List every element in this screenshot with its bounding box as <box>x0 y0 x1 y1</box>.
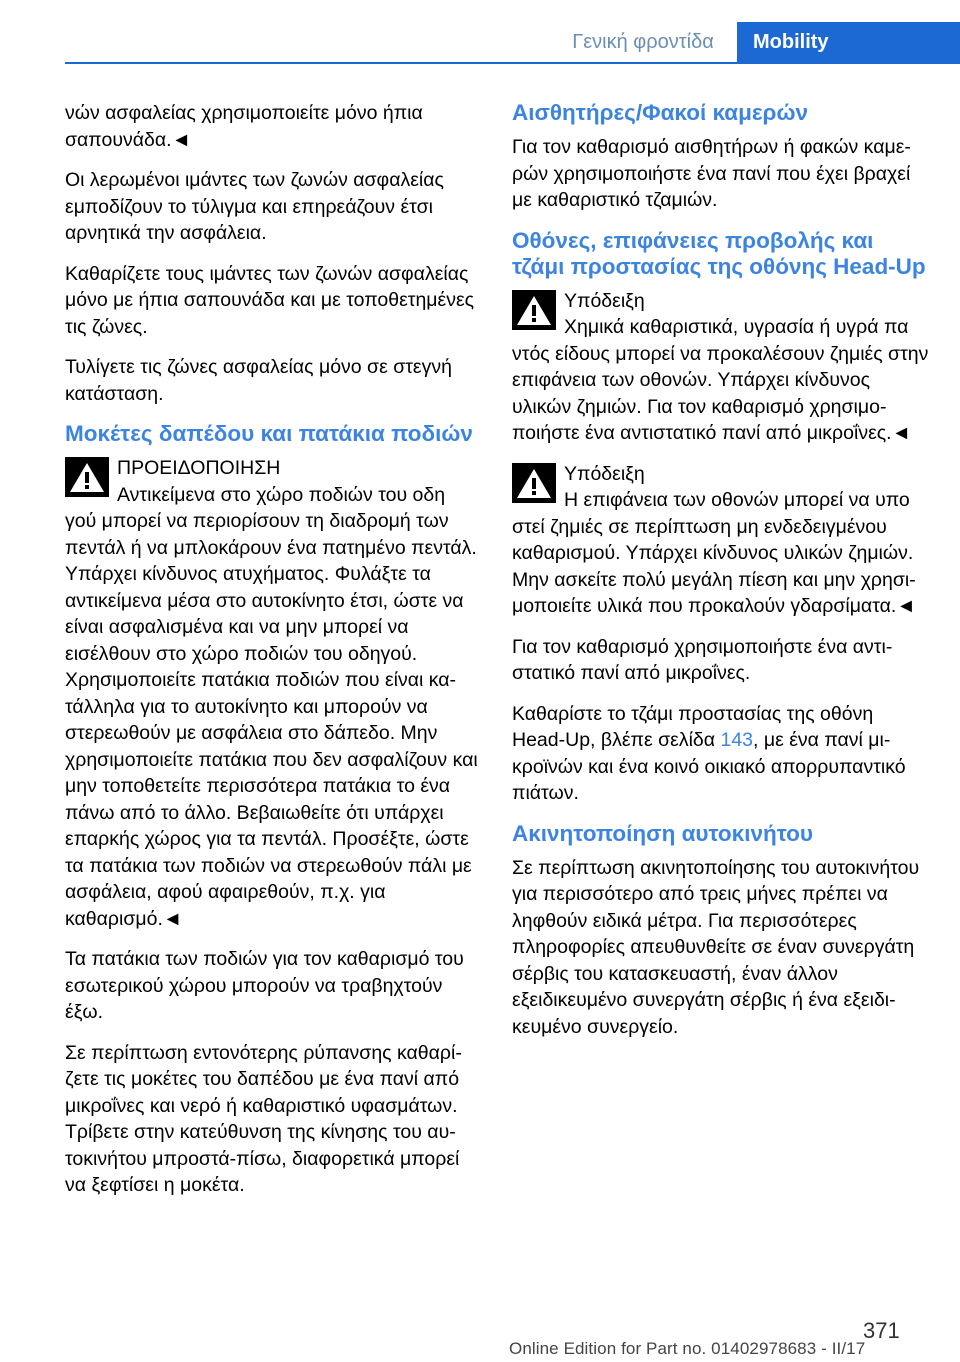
note-title: Υπόδειξη <box>564 462 645 485</box>
note-block <box>512 288 930 447</box>
tab-general-care[interactable]: Γενική φροντίδα <box>572 30 714 53</box>
warning-icon <box>65 457 109 497</box>
note-text: ντός είδους μπορεί να προκαλέσουν ζημιές στην επιφάνεια των οθονών. Υπάρχει κίνδυνος υλικών ζημιών. Για τον καθαρισμό χρησιμοποιήστε ένα αντιστατικό πανί από μικροΐνες.◄ <box>512 342 929 444</box>
warning-icon <box>512 290 556 330</box>
paragraph: Οι λερωμένοι ιμάντες των ζωνών ασφαλείας εμποδίζουν το τύλιγμα και επηρεάζουν έτσι αρνητικά την ασφάλεια. <box>65 169 444 244</box>
header-rule <box>65 62 960 64</box>
paragraph: Σε περίπτωση ακινητοποίησης του αυτοκινήτου για περισσότερο από τρεις μήνες πρέπει να ληφθούν ειδικά μέτρα. Για περισσότερες πληροφορίες απευθυνθείτε σε έναν συνεργάτη σέρβις του κατασκευαστή, έναν άλλον εξειδικευμένο συνεργάτη σέρβις ή ένα εξειδικευμένο συνεργείο. <box>512 856 920 1038</box>
warning-icon <box>512 463 556 503</box>
paragraph: Καθαρίζετε τους ιμάντες των ζωνών ασφαλείας μόνο με ήπια σαπουνάδα και με τοποθετημένες τις ζώνες. <box>65 262 475 338</box>
note-block <box>512 461 930 620</box>
tab-mobility[interactable]: Mobility <box>737 22 960 62</box>
paragraph: Τυλίγετε τις ζώνες ασφαλείας μόνο σε στεγνή κατάσταση. <box>65 356 452 405</box>
page-number: 371 <box>863 1318 900 1343</box>
paragraph: Σε περίπτωση εντονότερης ρύπανσης καθαρίζετε τις μοκέτες του δαπέδου με ένα πανί από μικροΐνες και νερό ή καθαριστικό υφασμάτων. Τρίβετε στην κατεύθυνση της κίνησης του αυτοκινήτου μπροστά-πίσω, διαφορετικά μπορεί να ξεφτίσει η μοκέτα. <box>65 1041 462 1196</box>
section-heading-floor-mats: Μοκέτες δαπέδου και πατάκια ποδιών <box>65 421 473 446</box>
warning-title: ΠΡΟΕΙΔΟΠΟΙΗΣΗ <box>117 457 281 479</box>
page-link[interactable]: 143 <box>720 729 754 751</box>
warning-text: γού μπορεί να περιορίσουν τη διαδρομή των πεντάλ ή να μπλοκάρουν ένα πατημένο πεντάλ. Υπάρχει κίνδυνος ατυχήματος. Φυλάξτε τα αντικείμενα μέσα στο αυτοκίνητο έτσι, ώστε να είναι ασφαλισμένα και να μην μπορεί να εισέλθουν στο χώρο ποδιών του οδηγού. Χρησιμοποιείτε πατάκια ποδιών που είναι κατάλληλα για το αυτοκίνητο και μπορούν να στερεωθούν με ασφάλεια στο δάπεδο. Μην χρησιμοποιείτε πατάκια που δεν ασφαλίζουν και μην τοποθετείτε περισσότερα πατάκια το ένα πάνω από το άλλο. Βεβαιωθείτε ότι υπάρχει επαρκής χώρος για τα πεντάλ. Προσέξτε, ώστε τα πατάκια των ποδιών να στερεωθούν πάλι με ασφάλεια, αφού αφαιρεθούν, π.χ. για καθαρισμό.◄ <box>65 510 478 930</box>
note-text: στεί ζημιές σε περίπτωση μη ενδεδειγμένου καθαρισμού. Υπάρχει κίνδυνος υλικών ζημιών. Μην ασκείτε πολύ μεγάλη πίεση και μην χρησιμοποιείτε υλικά που προκαλούν γδαρσίματα.◄ <box>512 515 916 617</box>
section-heading-screens: Οθόνες, επιφάνειες προβολής και τζάμι προστασίας της οθόνης Head-Up <box>512 227 926 279</box>
paragraph: Για τον καθαρισμό χρησιμοποιήστε ένα αντιστατικό πανί από μικροΐνες. <box>512 635 893 684</box>
paragraph: Για τον καθαρισμό αισθητήρων ή φακών καμερών χρησιμοποιήστε ένα πανί που έχει βραχεί με καθαριστικό τζαμιών. <box>512 136 911 211</box>
section-heading-sensors: Αισθητήρες/Φακοί καμερών <box>512 100 808 125</box>
left-column <box>65 100 483 1213</box>
paragraph-text: , με ένα πανί μικροϊνών και ένα κοινό οικιακό απορρυπαντικό πιάτων. <box>512 729 906 804</box>
section-heading-immobilization: Ακινητοποίηση αυτοκινήτου <box>512 820 813 846</box>
paragraph: νών ασφαλείας χρησιμοποιείτε μόνο ήπια σαπουνάδα.◄ <box>65 102 423 151</box>
edition-note: Online Edition for Part no. 01402978683 - II/17 <box>509 1339 866 1358</box>
warning-text-first-line: Αντικείμενα στο χώρο ποδιών του οδη <box>117 483 446 506</box>
paragraph: Τα πατάκια των ποδιών για τον καθαρισμό του εσωτερικού χώρου μπορούν να τραβηχτούν έξω. <box>65 948 464 1023</box>
note-title: Υπόδειξη <box>564 289 645 312</box>
right-column <box>512 100 930 1054</box>
paragraph-text: Καθαρίστε το τζάμι προστασίας της οθόνη Head-Up, βλέπε σελίδα <box>512 702 874 751</box>
warning-block <box>65 455 483 932</box>
note-text-first-line: Χημικά καθαριστικά, υγρασία ή υγρά πα <box>564 316 909 338</box>
note-text-first-line: Η επιφάνεια των οθονών μπορεί να υπο <box>564 489 910 511</box>
paragraph <box>512 701 930 807</box>
